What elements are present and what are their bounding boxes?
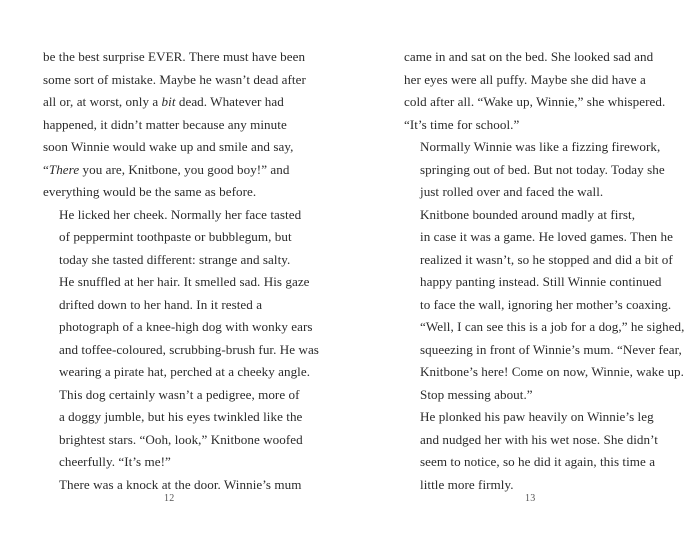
left-page bbox=[43, 46, 319, 496]
text-line: “It’s time for school.” bbox=[404, 116, 520, 132]
paragraph bbox=[404, 406, 658, 496]
text-line: He licked her cheek. Normally her face tasted bbox=[59, 206, 302, 222]
text-line: “Well, I can see this is a job for a dog,” he sighed, bbox=[420, 319, 685, 334]
text-line: a doggy jumble, but his eyes twinkled like the bbox=[59, 409, 303, 424]
page-number-left: 12 bbox=[164, 493, 175, 504]
paragraph bbox=[404, 204, 685, 407]
text-line: There was a knock at the door. Winnie’s mum bbox=[59, 476, 302, 492]
text-line: today she tasted different: strange and salty. bbox=[59, 251, 291, 267]
text-line: came in and sat on the bed. She looked sad and bbox=[404, 49, 654, 64]
text-line: photograph of a knee-high dog with wonky ears bbox=[59, 319, 313, 334]
text-line: realized it wasn’t, so he stopped and did a bit of bbox=[420, 251, 673, 267]
text-line: and toffee-coloured, scrubbing-brush fur. He was bbox=[59, 341, 319, 357]
text-line: squeezing in front of Winnie’s mum. “Never fear, bbox=[420, 341, 682, 357]
text-line: Stop messing about.” bbox=[420, 386, 533, 402]
text-line: happened, it didn’t matter because any minute bbox=[43, 116, 287, 132]
text-line bbox=[43, 159, 308, 182]
text-line: of peppermint toothpaste or bubblegum, but bbox=[59, 229, 292, 244]
text-line: happy panting instead. Still Winnie continued bbox=[420, 274, 662, 289]
text-line: He snuffled at her hair. It smelled sad. His gaze bbox=[59, 274, 310, 289]
text-line: everything would be the same as before. bbox=[43, 184, 257, 199]
text-line: springing out of bed. But not today. Today she bbox=[420, 161, 665, 177]
paragraph bbox=[43, 46, 308, 204]
text-run: all or, at worst, only a bbox=[43, 94, 162, 109]
paragraph bbox=[404, 46, 666, 136]
text-line: little more firmly. bbox=[420, 476, 514, 492]
text-run: “ bbox=[43, 161, 49, 177]
text-line: Knitbone’s here! Come on now, Winnie, wake up. bbox=[420, 364, 684, 379]
text-run: you are, Knitbone, you good boy!” and bbox=[79, 161, 290, 177]
emphasized-word: bit bbox=[161, 94, 176, 109]
right-page bbox=[404, 46, 685, 496]
paragraph bbox=[43, 474, 308, 497]
text-line: be the best surprise EVER. There must have been bbox=[43, 49, 306, 64]
text-line: to face the wall, ignoring her mother’s coaxing. bbox=[420, 296, 672, 312]
text-line: wearing a pirate hat, perched at a cheeky angle. bbox=[59, 364, 311, 379]
text-line: brightest stars. “Ooh, look,” Knitbone woofed bbox=[59, 431, 303, 447]
text-line: just rolled over and faced the wall. bbox=[420, 184, 604, 199]
text-line: in case it was a game. He loved games. Then he bbox=[420, 229, 673, 244]
text-line: soon Winnie would wake up and smile and say, bbox=[43, 139, 294, 154]
text-line: cold after all. “Wake up, Winnie,” she whispered. bbox=[404, 94, 666, 109]
text-line: her eyes were all puffy. Maybe she did have a bbox=[404, 71, 646, 87]
emphasized-word: There bbox=[48, 161, 80, 177]
paragraph bbox=[43, 204, 319, 474]
paragraph bbox=[404, 136, 665, 204]
text-line: seem to notice, so he did it again, this time a bbox=[420, 454, 656, 469]
text-line: Knitbone bounded around madly at first, bbox=[420, 206, 636, 222]
text-line: some sort of mistake. Maybe he wasn’t dead after bbox=[43, 71, 306, 87]
text-line: This dog certainly wasn’t a pedigree, more of bbox=[59, 386, 300, 402]
text-line: He plonked his paw heavily on Winnie’s leg bbox=[420, 409, 654, 424]
text-line: drifted down to her hand. In it rested a bbox=[59, 296, 263, 312]
text-line: Normally Winnie was like a fizzing firework, bbox=[420, 139, 661, 154]
text-line: and nudged her with his wet nose. She didn’t bbox=[420, 431, 658, 447]
page-number-right: 13 bbox=[525, 493, 536, 504]
text-line bbox=[43, 91, 308, 114]
text-line: cheerfully. “It’s me!” bbox=[59, 454, 171, 469]
text-run: dead. Whatever had bbox=[175, 94, 284, 109]
